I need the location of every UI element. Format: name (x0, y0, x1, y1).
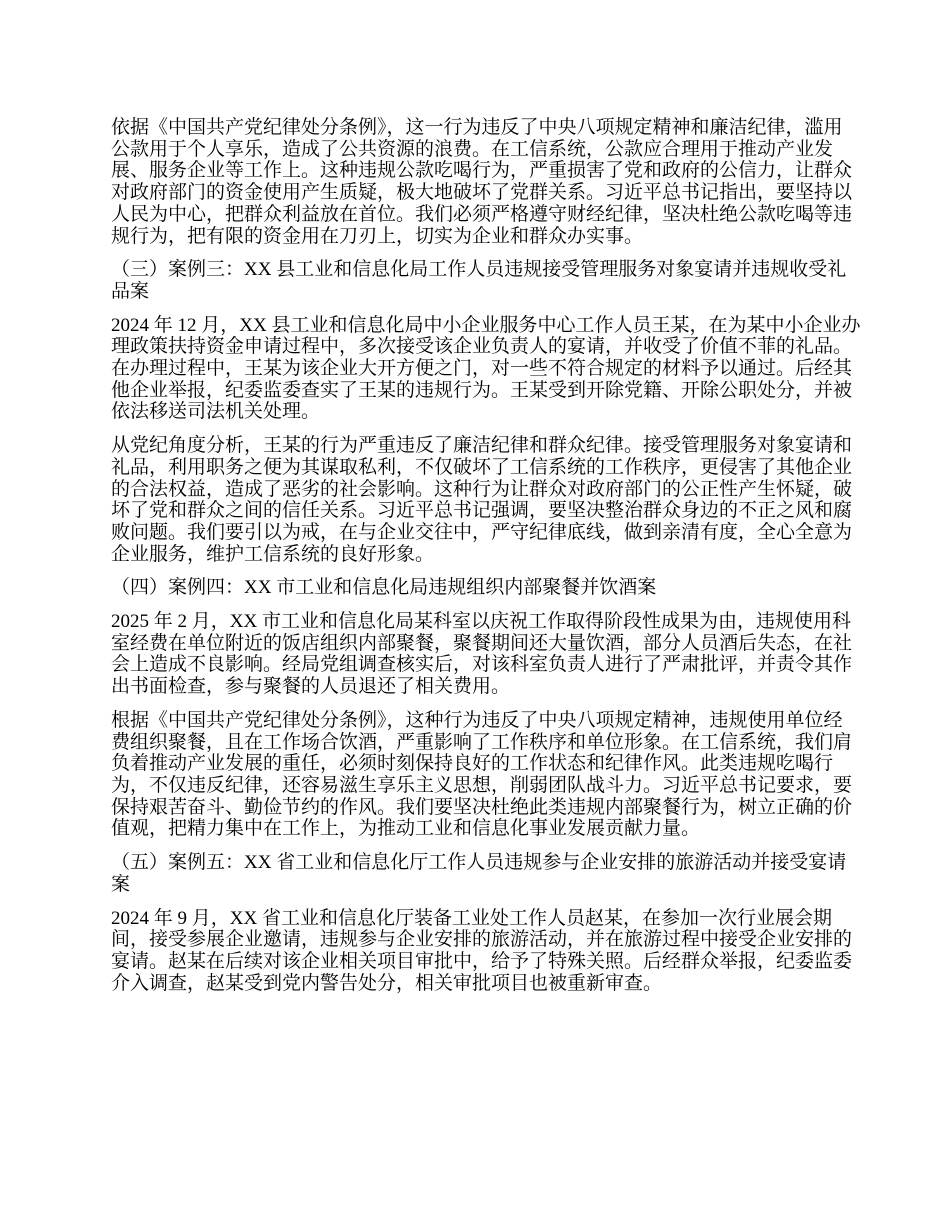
case3-heading: （三）案例三：XX 县工业和信息化局工作人员违规接受管理服务对象宴请并违规收受礼品案 (111, 259, 847, 302)
paragraph-case3-facts: 2024 年 12 月，XX 县工业和信息化局中小企业服务中心工作人员王某，在为某中小企业办理政策扶持资金申请过程中，多次接受该企业负责人的宴请，并收受了价值不菲的礼品。在办理过程中，王某为该企业大开方便之门，对一些不符合规定的材料予以通过。后经其他企业举报，纪委监委查实了王某的违规行为。王某受到开除党籍、开除公职处分，并被依法移送司法机关处理。 (111, 314, 861, 423)
paragraph-case2-analysis: 依据《中国共产党纪律处分条例》，这一行为违反了中央八项规定精神和廉洁纪律，滥用公款用于个人享乐，造成了公共资源的浪费。在工信系统，公款应合理用于推动产业发展、服务企业等工作上。这种违规公款吃喝行为，严重损害了党和政府的公信力，让群众对政府部门的资金使用产生质疑，极大地破坏了党群关系。习近平总书记指出，要坚持以人民为中心，把群众利益放在首位。我们必须严格遵守财经纪律，坚决杜绝公款吃喝等违规行为，把有限的资金用在刀刃上，切实为企业和群众办实事。 (111, 117, 853, 247)
paragraph-case3-analysis: 从党纪角度分析，王某的行为严重违反了廉洁纪律和群众纪律。接受管理服务对象宴请和礼品，利用职务之便为其谋取私利，不仅破坏了工信系统的工作秩序，更侵害了其他企业的合法权益，造成了恶劣的社会影响。这种行为让群众对政府部门的公正性产生怀疑，破坏了党和群众之间的信任关系。习近平总书记强调，要坚决整治群众身边的不正之风和腐败问题。我们要引以为戒，在与企业交往中，严守纪律底线，做到亲清有度，全心全意为企业服务，维护工信系统的良好形象。 (111, 435, 853, 565)
paragraph-case5-facts: 2024 年 9 月，XX 省工业和信息化厅装备工业处工作人员赵某，在参加一次行业展会期间，接受参展企业邀请，违规参与企业安排的旅游活动，并在旅游过程中接受企业安排的宴请。赵某在后续对该企业相关项目审批中，给予了特殊关照。后经群众举报，纪委监委介入调查，赵某受到党内警告处分，相关审批项目也被重新审查。 (111, 907, 853, 994)
paragraph-case4-facts: 2025 年 2 月，XX 市工业和信息化局某科室以庆祝工作取得阶段性成果为由，违规使用科室经费在单位附近的饭店组织内部聚餐，聚餐期间还大量饮酒，部分人员酒后失态，在社会上造成不良影响。经局党组调查核实后，对该科室负责人进行了严肃批评，并责令其作出书面检查，参与聚餐的人员退还了相关费用。 (111, 611, 853, 698)
paragraph-case4-analysis: 根据《中国共产党纪律处分条例》，这种行为违反了中央八项规定精神，违规使用单位经费组织聚餐，且在工作场合饮酒，严重影响了工作秩序和单位形象。在工信系统，我们肩负着推动产业发展的重任，必须时刻保持良好的工作状态和纪律作风。此类违规吃喝行为，不仅违反纪律，还容易滋生享乐主义思想，削弱团队战斗力。习近平总书记要求，要保持艰苦奋斗、勤俭节约的作风。我们要坚决杜绝此类违规内部聚餐行为，树立正确的价值观，把精力集中在工作上，为推动工业和信息化事业发展贡献力量。 (111, 709, 853, 840)
case5-heading: （五）案例五：XX 省工业和信息化厅工作人员违规参与企业安排的旅游活动并接受宴请案 (111, 852, 847, 895)
case4-heading: （四）案例四：XX 市工业和信息化局违规组织内部聚餐并饮酒案 (111, 577, 657, 599)
